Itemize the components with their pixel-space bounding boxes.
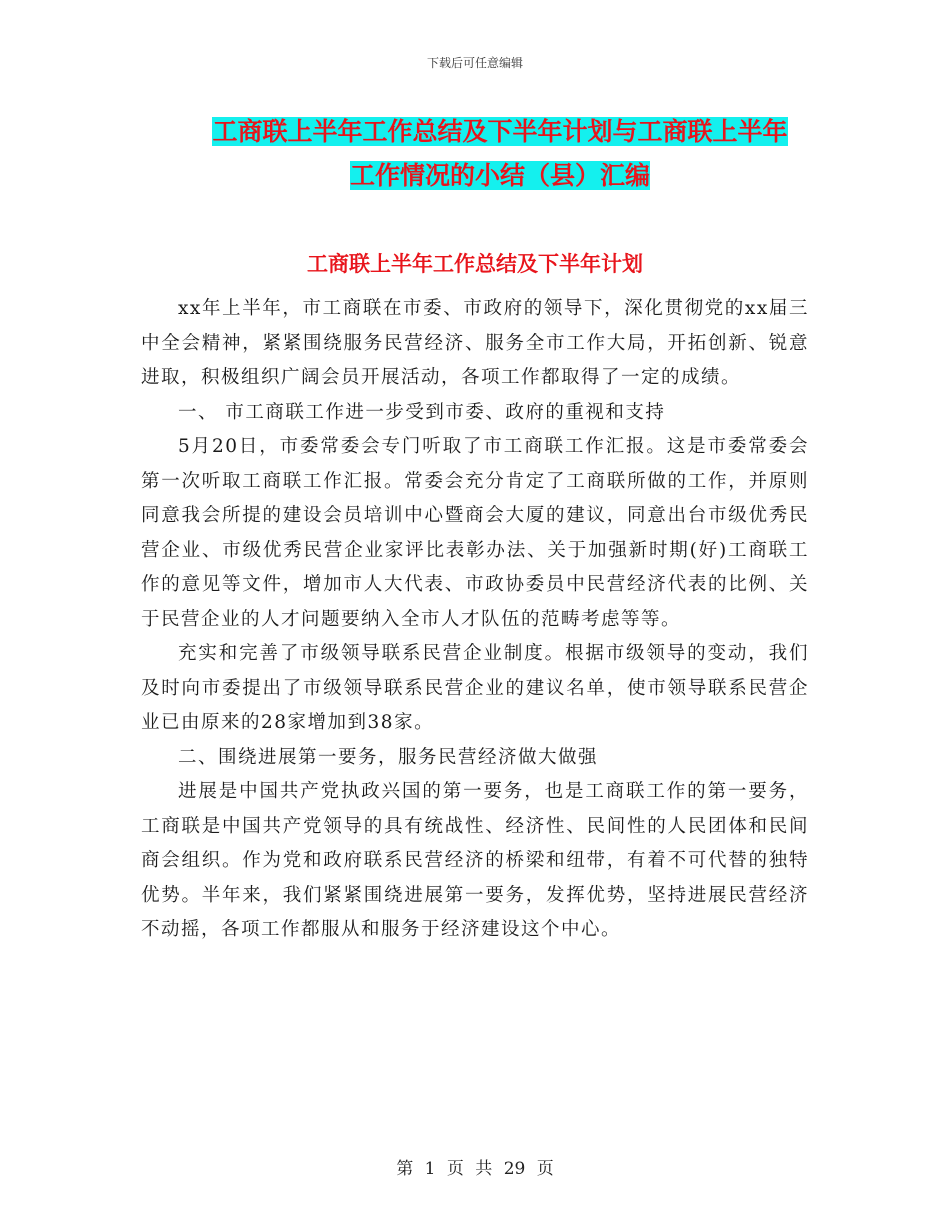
heading-one: 一、 市工商联工作进一步受到市委、政府的重视和支持 <box>178 401 666 423</box>
document-title-line-1: 工商联上半年工作总结及下半年计划与工商联上半年 <box>212 117 788 146</box>
paragraph-development: 进展是中国共产党执政兴国的第一要务，也是工商联工作的第一要务，工商联是中国共产党领导的具有统战性、经济性、民间性的人民团体和民间商会组织。作为党和政府联系民营经济的桥梁和纽带，有着不可代替的独特优势。半年来，我们紧紧围绕进展第一要务，发挥优势，坚持进展民营经济不动摇，各项工作都服从和服务于经济建设这个中心。 <box>141 781 809 940</box>
paragraph-meeting: 5月20日，市委常委会专门听取了市工商联工作汇报。这是市委常委会第一次听取工商联工作汇报。常委会充分肯定了工商联所做的工作，并原则同意我会所提的建设会员培训中心暨商会大厦的建议，同意出台市级优秀民营企业、市级优秀民营企业家评比表彰办法、关于加强新时期(好)工商联工作的意见等文件，增加市人大代表、市政协委员中民营经济代表的比例、关于民营企业的人才问题要纳入全市人才队伍的范畴考虑等等。 <box>141 436 809 630</box>
document-title <box>190 110 810 198</box>
document-body <box>141 292 809 948</box>
paragraph-leadership: 充实和完善了市级领导联系民营企业制度。根据市级领导的变动，我们及时向市委提出了市级领导联系民营企业的建议名单，使市领导联系民营企业已由原来的28家增加到38家。 <box>141 643 809 733</box>
paragraph-intro: xx年上半年，市工商联在市委、市政府的领导下，深化贯彻党的xx届三中全会精神，紧紧围绕服务民营经济、服务全市工作大局，开拓创新、锐意进取，积极组织广阔会员开展活动，各项工作都取得了一定的成绩。 <box>141 298 809 388</box>
page-header-note: 下载后可任意编辑 <box>426 56 523 70</box>
heading-two: 二、围绕进展第一要务，服务民营经济做大做强 <box>178 746 599 768</box>
section-title: 工商联上半年工作总结及下半年计划 <box>307 252 643 276</box>
document-title-line-2: 工作情况的小结（县）汇编 <box>349 161 650 190</box>
page-number: 第 1 页 共 29 页 <box>396 1159 554 1179</box>
